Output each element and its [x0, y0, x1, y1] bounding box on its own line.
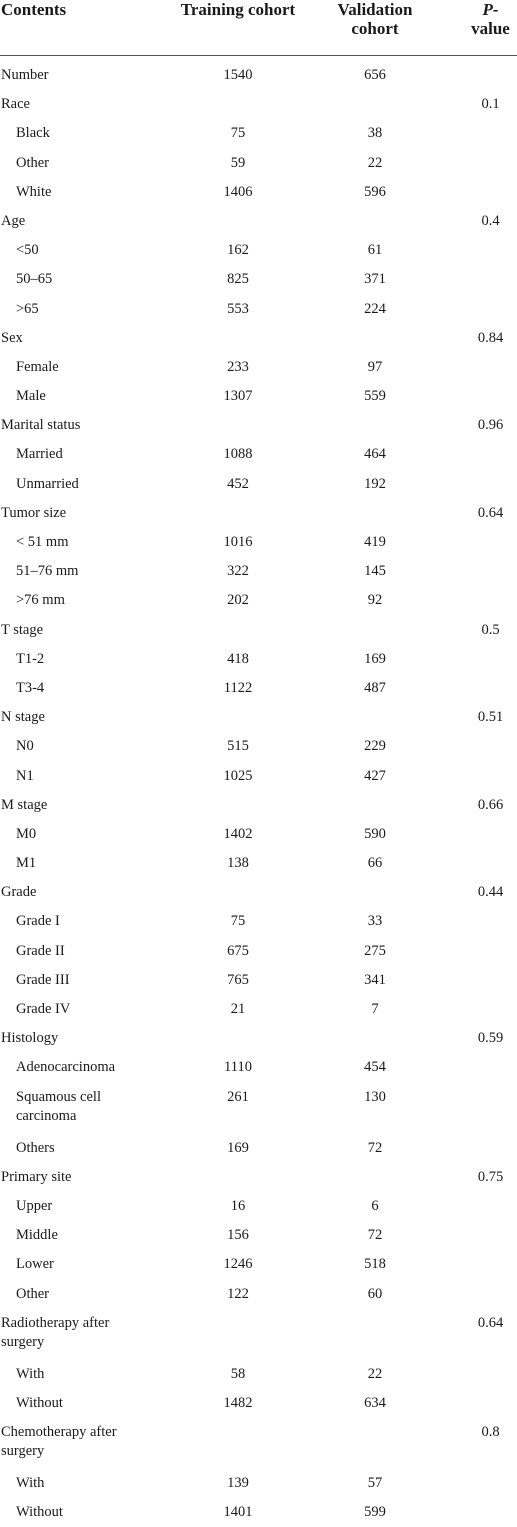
- p-value: 0.96: [477, 417, 504, 434]
- table-row: [0, 178, 517, 207]
- row-label: Grade II: [16, 942, 65, 959]
- row-label: Without: [16, 1504, 63, 1521]
- validation-cohort-value: 72: [367, 1139, 383, 1156]
- table-row: [0, 1309, 517, 1360]
- training-cohort-value: 169: [227, 1139, 249, 1156]
- validation-cohort-value: 60: [367, 1285, 383, 1302]
- table-row: [0, 119, 517, 148]
- table-row: [0, 791, 517, 820]
- table-row: [0, 1024, 517, 1053]
- row-label: Grade: [1, 884, 37, 901]
- row-label: N0: [16, 738, 34, 755]
- table-row: [0, 966, 517, 995]
- training-cohort-value: 162: [227, 242, 249, 259]
- p-value: 0.4: [481, 212, 500, 229]
- table-row: [0, 995, 517, 1024]
- row-label: < 51 mm: [16, 534, 69, 550]
- table-row: [0, 353, 517, 382]
- training-cohort-value: 21: [230, 1001, 246, 1017]
- validation-cohort-value: 33: [367, 913, 383, 930]
- table-row: [0, 645, 517, 674]
- table-row: [0, 616, 517, 645]
- training-cohort-value: 765: [227, 971, 249, 988]
- training-cohort-value: 1110: [224, 1059, 252, 1076]
- validation-cohort-value: 518: [364, 1256, 386, 1273]
- row-label: Black: [16, 125, 50, 142]
- table-body: [0, 61, 517, 1527]
- table-row: [0, 1192, 517, 1221]
- row-label: >65: [16, 300, 39, 317]
- training-cohort-value: 1246: [223, 1256, 253, 1273]
- validation-cohort-value: 341: [364, 971, 386, 988]
- validation-cohort-value: 454: [364, 1059, 386, 1076]
- row-label: 51–76 mm: [16, 563, 79, 580]
- row-label: Grade III: [16, 971, 70, 988]
- table-row: [0, 1053, 517, 1082]
- p-value: 0.64: [477, 1314, 504, 1331]
- training-cohort-value: 1016: [223, 534, 253, 550]
- header-p-value-rest: value: [471, 19, 510, 38]
- row-label: M0: [16, 825, 37, 842]
- validation-cohort-value: 6: [371, 1197, 379, 1214]
- training-cohort-value: 122: [227, 1285, 249, 1302]
- row-label: Marital status: [1, 417, 81, 434]
- table-row: [0, 470, 517, 499]
- table-header: [0, 0, 517, 56]
- table-row: [0, 849, 517, 878]
- row-label: Age: [1, 212, 26, 229]
- row-label: Upper: [16, 1197, 53, 1214]
- validation-cohort-value: 634: [364, 1394, 386, 1411]
- training-cohort-value: 156: [227, 1227, 249, 1244]
- training-cohort-value: 1122: [223, 679, 253, 696]
- validation-cohort-value: 599: [364, 1504, 386, 1521]
- table-row: [0, 1134, 517, 1163]
- row-label: White: [16, 183, 52, 200]
- validation-cohort-value: 275: [364, 942, 386, 959]
- table-row: [0, 878, 517, 907]
- table-row: [0, 149, 517, 178]
- validation-cohort-value: 97: [367, 358, 383, 375]
- table-row: [0, 1280, 517, 1309]
- table-row: [0, 937, 517, 966]
- table-row: [0, 1221, 517, 1250]
- table-row: [0, 732, 517, 761]
- row-label: Other: [16, 1285, 50, 1302]
- p-value: 0.75: [477, 1168, 504, 1185]
- p-value: 0.1: [481, 96, 500, 113]
- training-cohort-value: 675: [227, 942, 249, 959]
- validation-cohort-value: 559: [364, 388, 386, 405]
- table-row: [0, 557, 517, 586]
- training-cohort-value: 1401: [223, 1504, 253, 1521]
- row-label: Squamous cell carcinoma: [16, 1088, 101, 1124]
- training-cohort-value: 1406: [223, 183, 253, 200]
- table-row: [0, 907, 517, 936]
- validation-cohort-value: 229: [364, 738, 386, 755]
- row-label: Others: [16, 1139, 55, 1156]
- row-label: Number: [1, 67, 49, 83]
- validation-cohort-value: 22: [367, 154, 383, 171]
- table-row: [0, 1389, 517, 1418]
- row-label: Grade I: [16, 913, 60, 930]
- row-label: T1-2: [16, 650, 45, 667]
- validation-cohort-value: 57: [367, 1475, 383, 1492]
- validation-cohort-value: 464: [364, 446, 386, 463]
- validation-cohort-value: 130: [364, 1088, 386, 1105]
- header-validation-cohort: Validation cohort: [337, 0, 413, 38]
- table-row: [0, 820, 517, 849]
- validation-cohort-value: 656: [364, 67, 386, 83]
- training-cohort-value: 261: [227, 1088, 249, 1105]
- validation-cohort-value: 72: [367, 1227, 383, 1244]
- training-cohort-value: 139: [227, 1475, 249, 1492]
- validation-cohort-value: 169: [364, 650, 386, 667]
- validation-cohort-value: 596: [364, 183, 386, 200]
- table-row: [0, 324, 517, 353]
- validation-cohort-value: 7: [371, 1001, 379, 1017]
- table-row: [0, 1418, 517, 1469]
- validation-cohort-value: 192: [364, 475, 386, 492]
- row-label: Married: [16, 446, 63, 463]
- training-cohort-value: 1540: [223, 67, 253, 83]
- table-row: [0, 61, 517, 90]
- row-label: 50–65: [16, 271, 53, 288]
- table-row: [0, 265, 517, 294]
- table-row: [0, 295, 517, 324]
- training-cohort-value: 233: [227, 358, 249, 375]
- p-value: 0.5: [481, 621, 500, 638]
- table-row: [0, 703, 517, 732]
- validation-cohort-value: 419: [364, 534, 386, 550]
- row-label: Lower: [16, 1256, 54, 1273]
- row-label: With: [16, 1365, 45, 1382]
- training-cohort-value: 75: [230, 913, 246, 930]
- table-row: [0, 1498, 517, 1527]
- row-label: Grade IV: [16, 1001, 71, 1017]
- p-value: 0.64: [477, 504, 504, 521]
- row-label: Chemotherapy after surgery: [1, 1424, 117, 1460]
- validation-cohort-value: 224: [364, 300, 386, 317]
- validation-cohort-value: 61: [367, 242, 383, 259]
- training-cohort-value: 1088: [223, 446, 253, 463]
- training-cohort-value: 1482: [223, 1394, 253, 1411]
- table-row: [0, 236, 517, 265]
- row-label: Histology: [1, 1030, 59, 1047]
- header-training-cohort: Training cohort: [180, 0, 296, 19]
- training-cohort-value: 515: [227, 738, 249, 755]
- validation-cohort-value: 427: [364, 767, 386, 784]
- row-label: Female: [16, 358, 59, 375]
- p-value: 0.8: [481, 1424, 500, 1441]
- header-contents: Contents: [1, 0, 67, 19]
- validation-cohort-value: 487: [364, 679, 386, 696]
- table-row: [0, 499, 517, 528]
- table-row: [0, 411, 517, 440]
- training-cohort-value: 452: [227, 475, 249, 492]
- validation-cohort-value: 92: [367, 592, 383, 609]
- table-row: [0, 1360, 517, 1389]
- header-p-value: [464, 0, 517, 38]
- training-cohort-value: 418: [227, 650, 249, 667]
- table-row: [0, 440, 517, 469]
- training-cohort-value: 75: [230, 125, 246, 142]
- row-label: T3-4: [16, 679, 45, 696]
- header-p-value-italic: P-: [482, 0, 499, 19]
- validation-cohort-value: 145: [364, 563, 386, 580]
- validation-cohort-value: 590: [364, 825, 386, 842]
- row-label: Race: [1, 96, 30, 113]
- p-value: 0.84: [477, 329, 504, 346]
- p-value: 0.51: [477, 709, 504, 726]
- training-cohort-value: 1025: [223, 767, 253, 784]
- training-cohort-value: 322: [227, 563, 249, 580]
- row-label: Unmarried: [16, 475, 79, 492]
- training-cohort-value: 58: [230, 1365, 246, 1382]
- row-label: Tumor size: [1, 504, 67, 521]
- training-cohort-value: 825: [227, 271, 249, 288]
- training-cohort-value: 59: [230, 154, 246, 171]
- table-row: [0, 1250, 517, 1279]
- table-row: [0, 674, 517, 703]
- table-row: [0, 1083, 517, 1134]
- row-label: >76 mm: [16, 592, 65, 609]
- training-cohort-value: 553: [227, 300, 249, 317]
- table-row: [0, 528, 517, 557]
- row-label: M1: [16, 855, 37, 872]
- row-label: Other: [16, 154, 50, 171]
- table-row: [0, 1469, 517, 1498]
- row-label: T stage: [1, 621, 44, 638]
- validation-cohort-value: 371: [364, 271, 386, 288]
- row-label: Sex: [1, 329, 23, 346]
- table-row: [0, 762, 517, 791]
- row-label: Adenocarcinoma: [16, 1059, 116, 1076]
- validation-cohort-value: 66: [367, 855, 383, 872]
- table-row: [0, 382, 517, 411]
- row-label: Middle: [16, 1227, 58, 1244]
- training-cohort-value: 1307: [223, 388, 253, 405]
- training-cohort-value: 16: [230, 1197, 246, 1214]
- validation-cohort-value: 38: [367, 125, 383, 142]
- row-label: Without: [16, 1394, 63, 1411]
- table-row: [0, 1163, 517, 1192]
- row-label: <50: [16, 242, 39, 259]
- p-value: 0.44: [477, 884, 504, 901]
- row-label: Primary site: [1, 1168, 72, 1185]
- table-row: [0, 207, 517, 236]
- p-value: 0.59: [477, 1030, 504, 1047]
- row-label: Male: [16, 388, 46, 405]
- row-label: Radiotherapy after surgery: [1, 1314, 110, 1350]
- row-label: N stage: [1, 709, 45, 726]
- row-label: With: [16, 1475, 45, 1492]
- training-cohort-value: 202: [227, 592, 249, 609]
- validation-cohort-value: 22: [367, 1365, 383, 1382]
- table-row: [0, 90, 517, 119]
- table-row: [0, 586, 517, 615]
- training-cohort-value: 1402: [223, 825, 253, 842]
- p-value: 0.66: [477, 796, 504, 813]
- row-label: M stage: [1, 796, 48, 813]
- training-cohort-value: 138: [227, 855, 249, 872]
- row-label: N1: [16, 767, 34, 784]
